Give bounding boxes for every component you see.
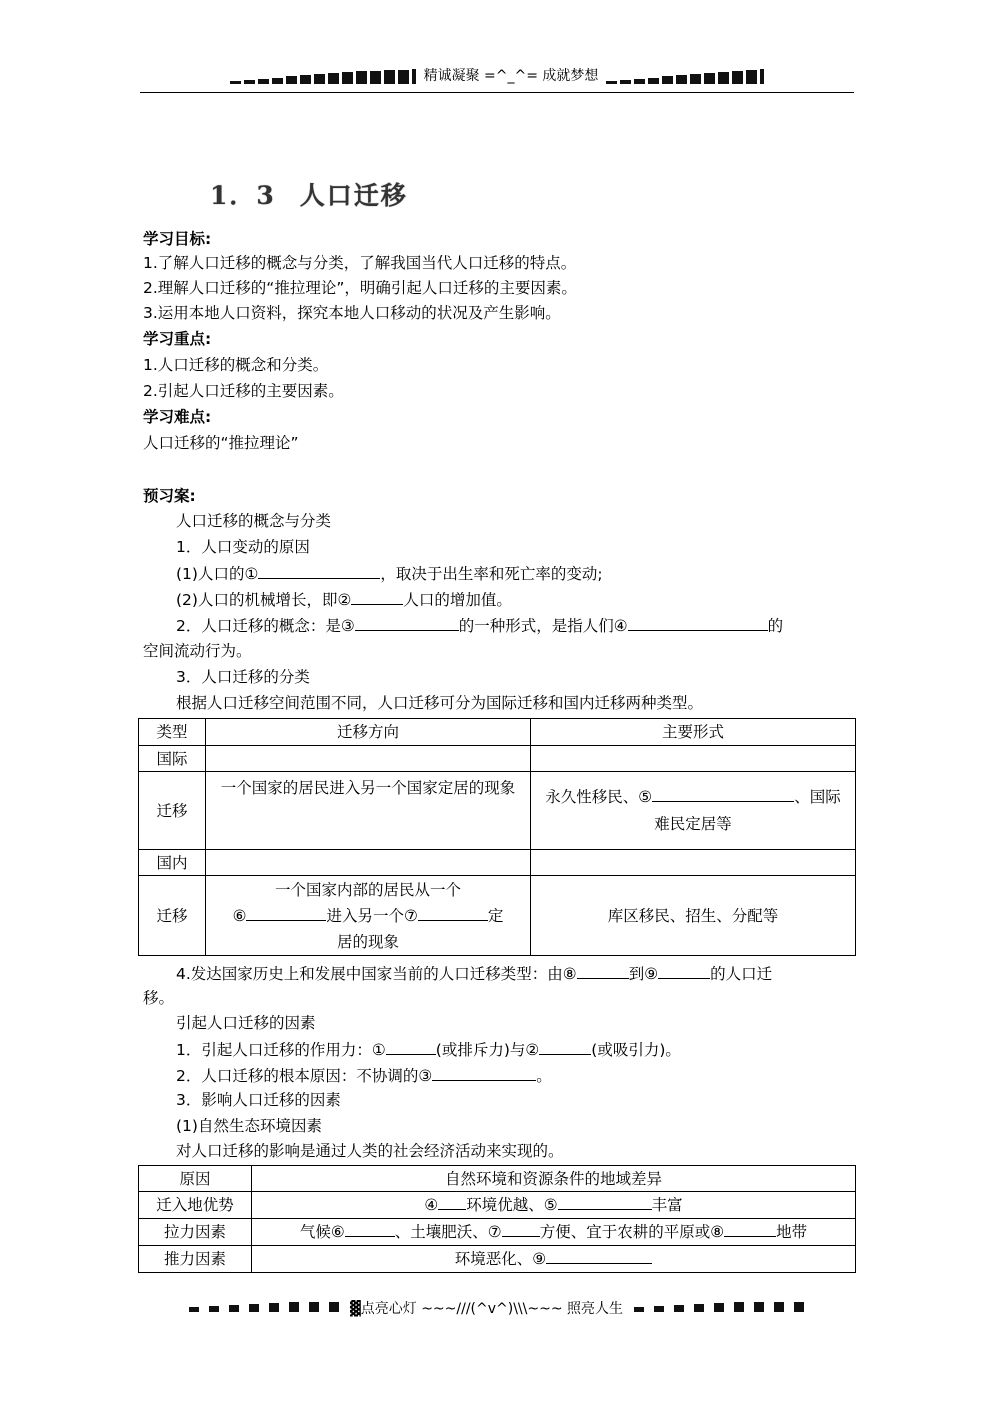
blank-7[interactable] [418, 904, 488, 921]
footer-left-decoration [184, 1300, 344, 1316]
blank-s2-8[interactable] [724, 1220, 776, 1237]
title-text: 人口迁移 [299, 181, 408, 210]
table2-r2-label: 迁入地优势 [139, 1192, 252, 1219]
s1-item-1: 1．人口变动的原因 [176, 538, 310, 556]
blank-s2-9[interactable] [546, 1247, 652, 1264]
blank-s2-5[interactable] [558, 1193, 652, 1210]
blank-9[interactable] [658, 962, 710, 979]
table2-r4-value: 环境恶化、⑨ [252, 1246, 856, 1273]
page-title [210, 176, 408, 212]
table2-r1-value: 自然环境和资源条件的地域差异 [252, 1166, 856, 1192]
title-number: 1．3 [210, 181, 276, 210]
s2-item-3a-desc: 对人口迁移的影响是通过人类的社会经济活动来实现的。 [176, 1142, 564, 1160]
s2-item-3: 3．影响人口迁移的因素 [176, 1091, 341, 1109]
s1-item-3: 3．人口迁移的分类 [176, 668, 310, 686]
section-2-title: 引起人口迁移的因素 [176, 1014, 316, 1032]
goal-item-3: 3.运用本地人口资料，探究本地人口移动的状况及产生影响。 [143, 304, 561, 322]
table1-header-type: 类型 [139, 719, 206, 746]
key-point-2: 2.引起人口迁移的主要因素。 [143, 382, 344, 400]
blank-6[interactable] [246, 904, 326, 921]
table2-r2-value: ④ 环境优越、⑤ 丰富 [252, 1192, 856, 1219]
s2-item-1: 1．引起人口迁移的作用力：① (或排斥力)与② (或吸引力)。 [176, 1038, 681, 1061]
page-footer [0, 1298, 993, 1318]
blank-3[interactable] [355, 614, 459, 631]
difficult-text: 人口迁移的“推拉理论” [143, 434, 299, 452]
migration-types-table [138, 718, 856, 956]
difficult-heading: 学习难点: [143, 408, 212, 426]
s1-item-2: 2．人口迁移的概念：是③ 的一种形式，是指人们④ 的 [176, 614, 783, 637]
table1-dom-direction: 一个国家内部的居民从一个 ⑥ 进入另一个⑦ 定 居的现象 [206, 876, 531, 956]
header-text: 精诚凝聚 =^_^= 成就梦想 [423, 68, 599, 84]
table2-r3-label: 拉力因素 [139, 1219, 252, 1246]
s2-item-3a: (1)自然生态环境因素 [176, 1117, 322, 1135]
s1-item-2-cont: 空间流动行为。 [143, 642, 252, 660]
header-left-decoration [230, 68, 416, 84]
s1-item-4-cont: 移。 [143, 989, 175, 1007]
table1-intl-label-a: 国际 [139, 746, 206, 772]
table1-header-direction: 迁移方向 [206, 719, 531, 746]
s1-item-3-desc: 根据人口迁移空间范围不同，人口迁移可分为国际迁移和国内迁移两种类型。 [176, 694, 704, 712]
page-header [140, 68, 854, 93]
section-1-title: 人口迁移的概念与分类 [176, 512, 332, 530]
table1-intl-label-b: 迁移 [139, 772, 206, 850]
key-point-1: 1.人口迁移的概念和分类。 [143, 356, 329, 374]
s2-item-2: 2．人口迁移的根本原因：不协调的③ 。 [176, 1064, 552, 1087]
table2-r3-value: 气候⑥ 、土壤肥沃、⑦ 方便、宜于农耕的平原或⑧ 地带 [252, 1219, 856, 1246]
blank-5[interactable] [652, 785, 794, 802]
table1-dom-label-b: 迁移 [139, 876, 206, 956]
blank-8[interactable] [577, 962, 629, 979]
table1-dom-form: 库区移民、招生、分配等 [531, 876, 856, 956]
goal-item-1: 1.了解人口迁移的概念与分类，了解我国当代人口迁移的特点。 [143, 254, 577, 272]
s1-item-4: 4.发达国家历史上和发展中国家当前的人口迁移类型：由⑧ 到⑨ 的人口迁 [176, 962, 772, 985]
blank-s2-3[interactable] [432, 1064, 536, 1081]
goal-item-2: 2.理解人口迁移的“推拉理论”，明确引起人口迁移的主要因素。 [143, 279, 577, 297]
goals-heading: 学习目标: [143, 230, 212, 248]
blank-2[interactable] [351, 588, 403, 605]
s1-item-1b: (2)人口的机械增长，即② 人口的增加值。 [176, 588, 512, 611]
s1-item-1a: (1)人口的① ，取决于出生率和死亡率的变动; [176, 562, 603, 585]
blank-1[interactable] [258, 562, 380, 579]
blank-s2-6[interactable] [345, 1220, 395, 1237]
table1-intl-direction: 一个国家的居民进入另一个国家定居的现象 [206, 772, 531, 850]
header-right-decoration [606, 68, 764, 84]
blank-s2-2[interactable] [539, 1038, 591, 1055]
table2-r4-label: 推力因素 [139, 1246, 252, 1273]
preview-heading: 预习案: [143, 487, 196, 505]
natural-factors-table [138, 1165, 856, 1273]
table2-r1-label: 原因 [139, 1166, 252, 1192]
table1-dom-label-a: 国内 [139, 850, 206, 876]
table1-header-form: 主要形式 [531, 719, 856, 746]
blank-s2-7[interactable] [502, 1220, 540, 1237]
footer-right-decoration [629, 1300, 809, 1316]
key-points-heading: 学习重点: [143, 330, 212, 348]
footer-text: ▓点亮心灯 ~~~///(^v^)\\\~~~ 照亮人生 [349, 1301, 624, 1317]
blank-s2-4[interactable] [438, 1193, 466, 1210]
table1-intl-form: 永久性移民、⑤ 、国际难民定居等 [531, 772, 856, 850]
blank-s2-1[interactable] [386, 1038, 436, 1055]
blank-4[interactable] [628, 614, 768, 631]
